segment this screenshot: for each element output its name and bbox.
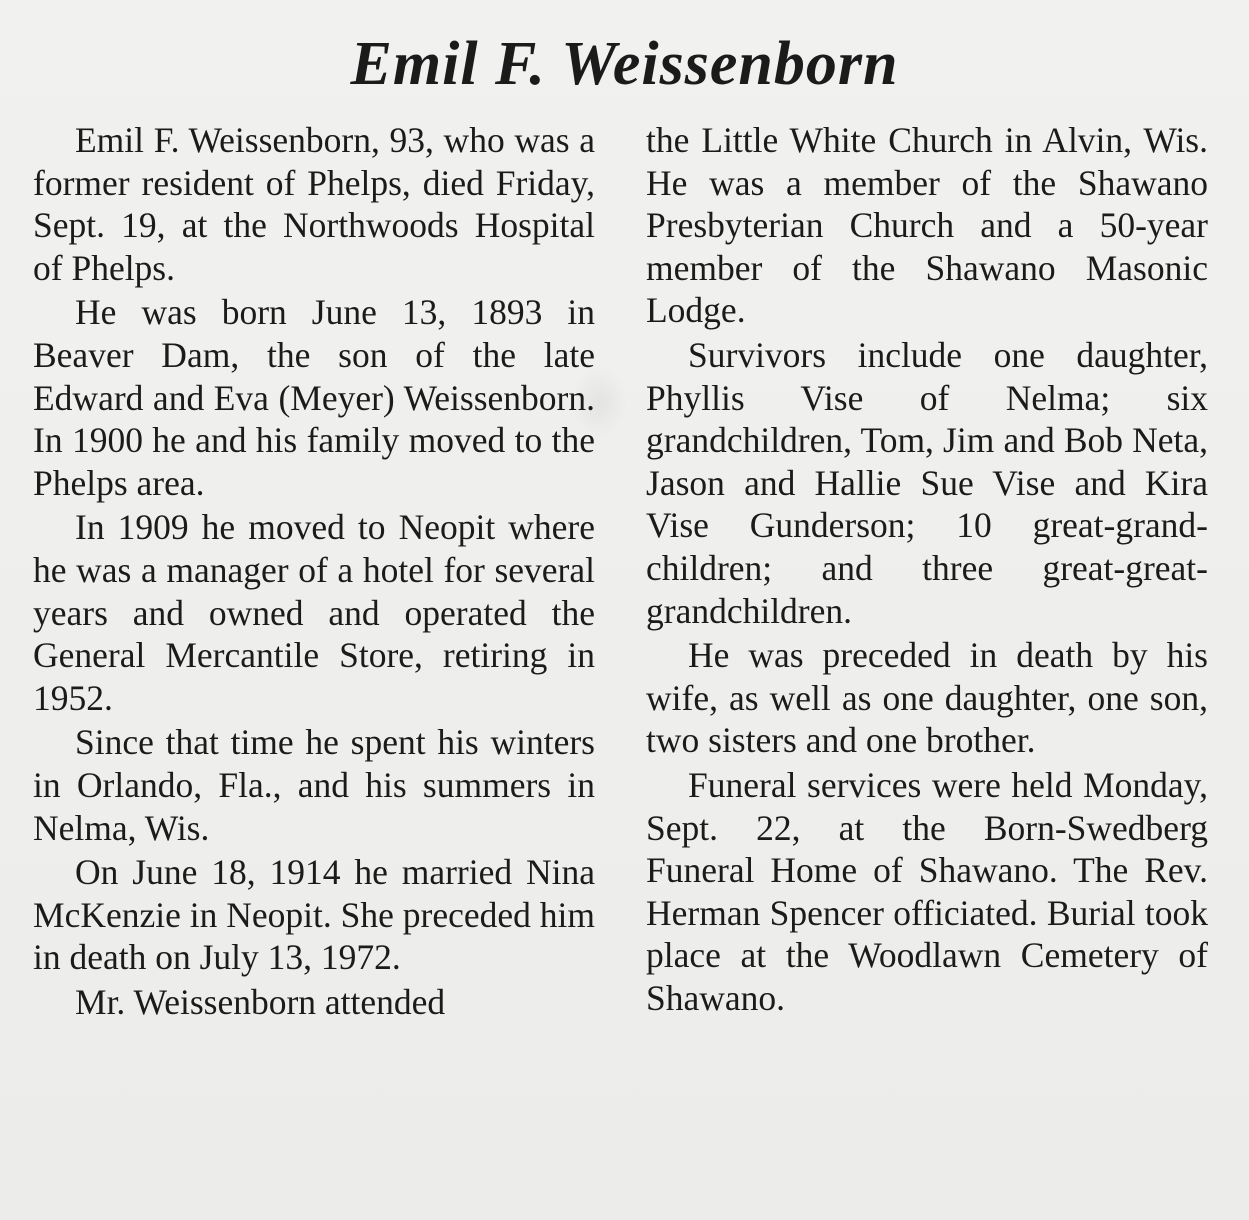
paragraph-church-start: Mr. Weissenborn attended bbox=[75, 981, 446, 1022]
right-column bbox=[646, 119, 1208, 1019]
paragraph-birth: He was born June 13, 1893 in Beaver Dam, the son of the late Edward and Eva (Meyer) Weissenborn. In 1900 he and his family moved to the Phelps area. bbox=[33, 292, 595, 503]
paragraph-preceded: He was preceded in death by his wife, as well as one daughter, one son, two sisters and one brother. bbox=[646, 635, 1208, 761]
paragraph-survivors: Survivors include one daughter, Phyllis Vise of Nelma; six grandchildren, Tom, Jim and Bob Neta, Jason and Hallie Sue Vise and Kira Vise Gunderson; 10 great-grand-children; and three great-great-grandchildren. bbox=[646, 334, 1208, 631]
paragraph-funeral: Funeral services were held Monday, Sept. 22, at the Born-Swedberg Funeral Home of Shawano. The Rev. Herman Spencer officiated. Burial took place at the Woodlawn Cemetery of Shawano. bbox=[646, 764, 1208, 1018]
left-column bbox=[33, 119, 595, 1023]
obituary-headline: Emil F. Weissenborn bbox=[350, 30, 899, 98]
paragraph-death-notice: Emil F. Weissenborn, 93, who was a former resident of Phelps, died Friday, Sept. 19, at the Northwoods Hospital of Phelps. bbox=[33, 120, 595, 288]
paragraph-retirement: Since that time he spent his winters in Orlando, Fla., and his summers in Nelma, Wis. bbox=[33, 722, 595, 848]
paragraph-career: In 1909 he moved to Neopit where he was a manager of a hotel for several years and owned and operated the General Mercantile Store, retiring in 1952. bbox=[33, 507, 595, 718]
paragraph-marriage: On June 18, 1914 he married Nina McKenzie in Neopit. She preceded him in death on July 13, 1972. bbox=[33, 852, 595, 978]
paragraph-church-continued: the Little White Church in Alvin, Wis. He was a member of the Shawano Presbyterian Church and a 50-year member of the Shawano Masonic Lodge. bbox=[646, 120, 1208, 331]
